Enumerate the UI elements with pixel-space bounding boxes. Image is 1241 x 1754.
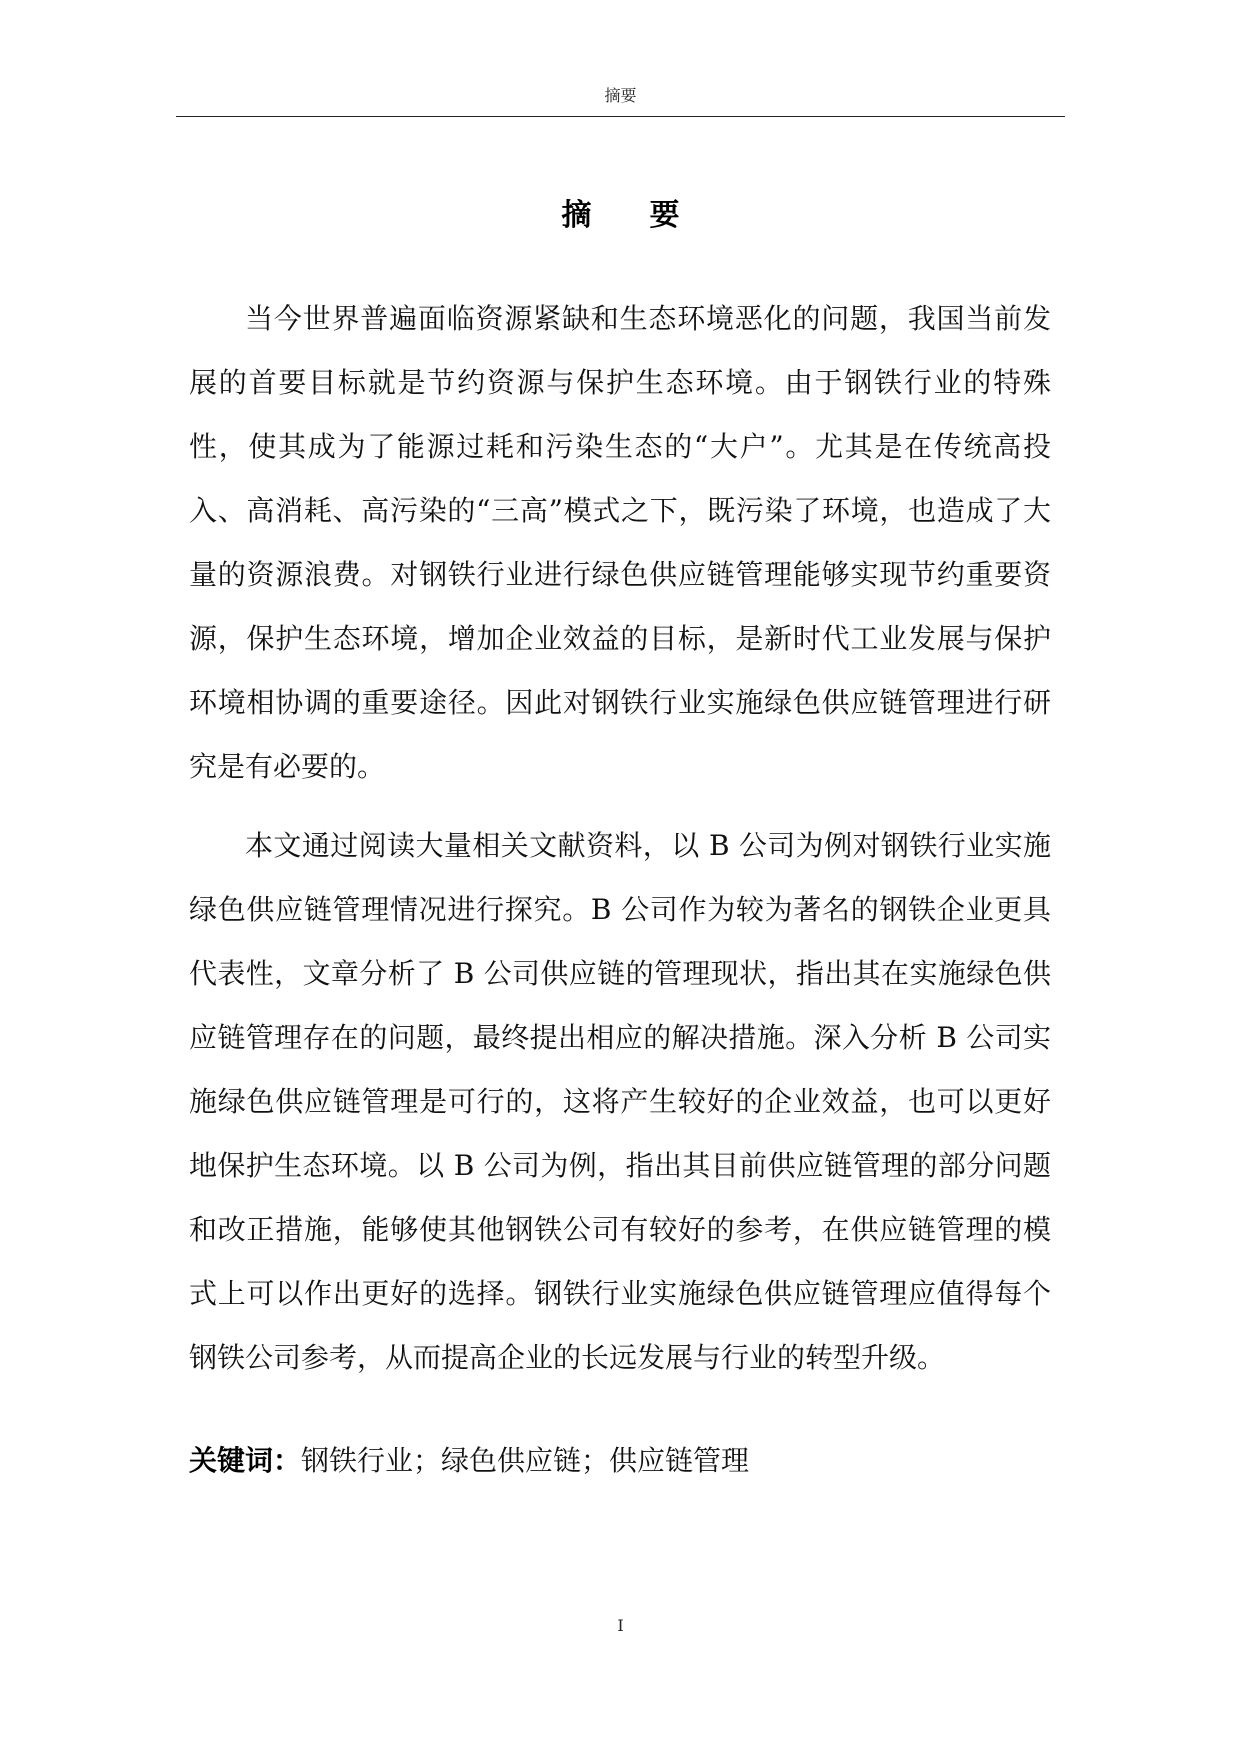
abstract-title [176, 196, 1065, 236]
abstract-paragraph-1: 当今世界普遍面临资源紧缺和生态环境恶化的问题，我国当前发展的首要目标就是节约资源与保护生态环境。由于钢铁行业的特殊性，使其成为了能源过耗和污染生态的“大户”。尤其是在传统高投入、高消耗、高污染的“三高”模式之下，既污染了环境，也造成了大量的资源浪费。对钢铁行业进行绿色供应链管理能够实现节约重要资源，保护生态环境，增加企业效益的目标，是新时代工业发展与保护环境相协调的重要途径。因此对钢铁行业实施绿色供应链管理进行研究是有必要的。 [189, 302, 1051, 783]
abstract-paragraph-2: 本文通过阅读大量相关文献资料，以 B 公司为例对钢铁行业实施绿色供应链管理情况进行探究。B 公司作为较为著名的钢铁企业更具代表性，文章分析了 B 公司供应链的管理现状，指出其在实施绿色供应链管理存在的问题，最终提出相应的解决措施。深入分析 B 公司实施绿色供应链管理是可行的，这将产生较好的企业效益，也可以更好地保护生态环境。以 B 公司为例，指出其目前供应链管理的部分问题和改正措施，能够使其他钢铁公司有较好的参考，在供应链管理的模式上可以作出更好的选择。钢铁行业实施绿色供应链管理应值得每个钢铁公司参考，从而提高企业的长远发展与行业的转型升级。 [189, 829, 1051, 1374]
keywords-line [189, 1437, 1051, 1485]
running-header: 摘要 [604, 86, 637, 105]
keywords-value: 钢铁行业；绿色供应链；供应链管理 [301, 1444, 750, 1477]
abstract-title-char-2: 要 [649, 198, 680, 233]
keywords-label: 关键词： [189, 1444, 302, 1477]
page-number: I [617, 1616, 624, 1635]
header-rule [176, 116, 1065, 117]
abstract-title-char-1: 摘 [561, 198, 592, 233]
